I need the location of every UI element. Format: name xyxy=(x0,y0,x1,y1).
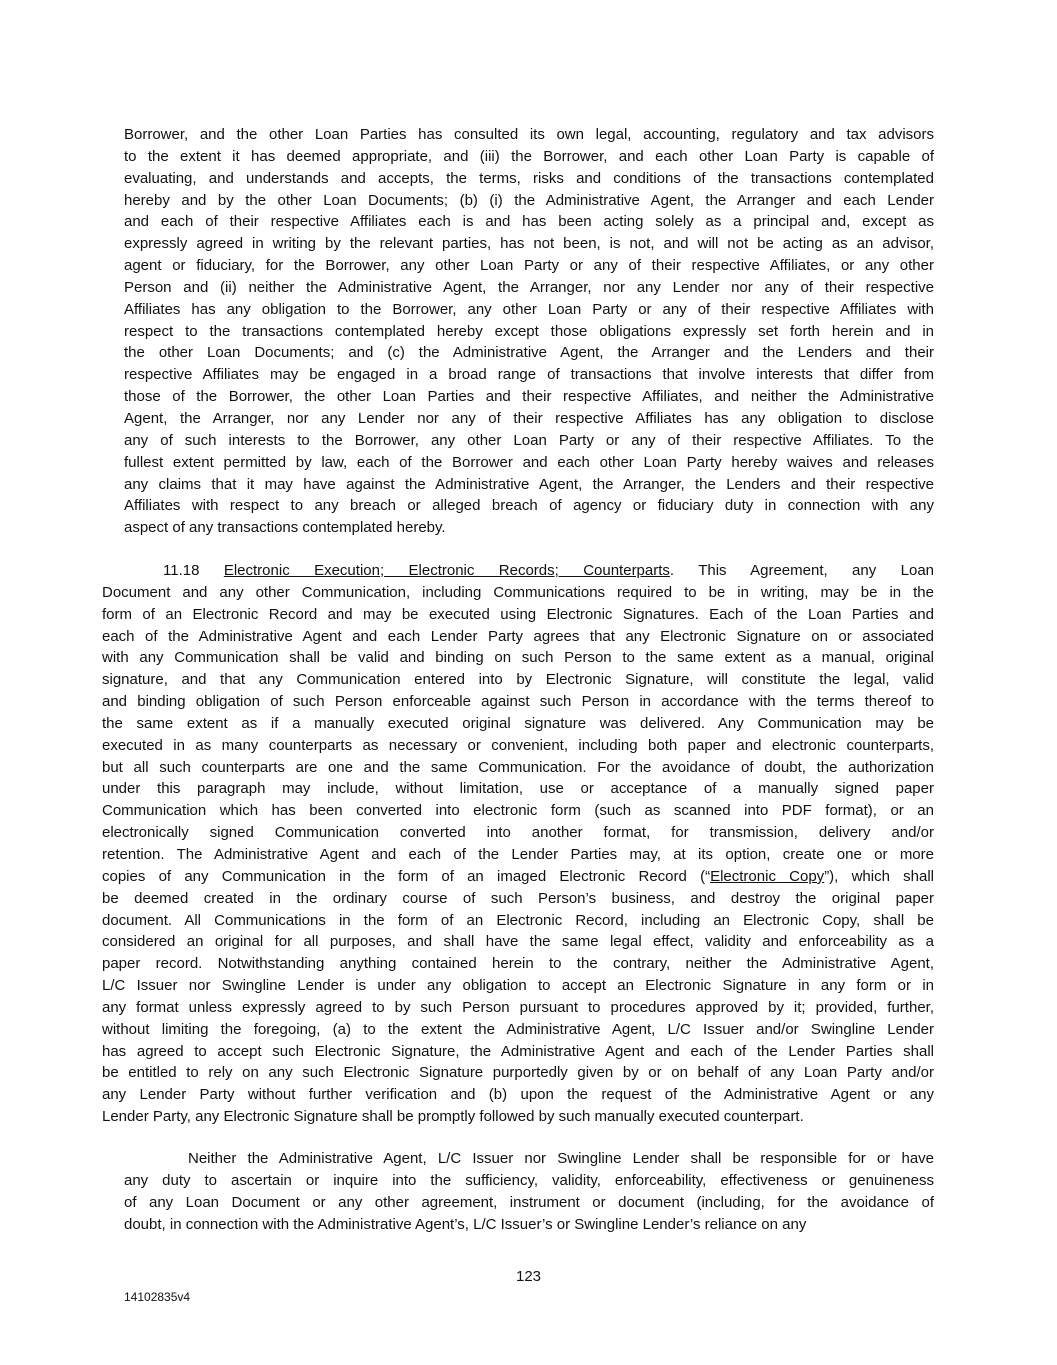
text-line: Agent, the Arranger, nor any Lender nor any of their respective Affiliates has any obligation to disclose xyxy=(124,409,934,427)
text-line: without limiting the foregoing, (a) to the extent the Administrative Agent, L/C Issuer and/or Swingline Lender xyxy=(102,1020,934,1038)
text-segment: 11.18 xyxy=(163,562,224,579)
text-line: Affiliates has any obligation to the Borrower, any other Loan Party or any of their respective Affiliates with xyxy=(124,300,934,318)
text-line: respective Affiliates may be engaged in a broad range of transactions that involve interests that differ from xyxy=(124,366,934,384)
text-line: Person and (ii) neither the Administrative Agent, the Arranger, nor any Lender nor any of their respective xyxy=(124,278,934,296)
text-line: electronically signed Communication converted into another format, for transmission, delivery and/or xyxy=(102,824,934,842)
text-line: signature, and that any Communication entered into by Electronic Signature, will constitute the legal, valid xyxy=(102,671,934,689)
defined-term-underlined: Electronic Copy xyxy=(710,867,825,885)
paragraph-affiliates-disclaimer xyxy=(124,124,934,539)
text-line: any of such interests to the Borrower, any other Loan Party or any of their respective Affiliates. To the xyxy=(124,431,934,449)
text-line: and each of their respective Affiliates each is and has been acting solely as a principal and, except as xyxy=(124,213,934,231)
text-line: considered an original for all purposes, and shall have the same legal effect, validity and enforceability as a xyxy=(102,933,934,951)
section-11-18-electronic-execution xyxy=(102,560,934,1128)
text-line: of any Loan Document or any other agreement, instrument or document (including, for the avoidance of xyxy=(124,1193,934,1211)
page-number: 123 xyxy=(515,1268,542,1285)
text-line: document. All Communications in the form of an Electronic Record, including an Electronic Copy, shall be xyxy=(102,911,934,929)
text-line: hereby and by the other Loan Documents; (b) (i) the Administrative Agent, the Arranger and each Lender xyxy=(124,191,934,209)
text-line: any claims that it may have against the Administrative Agent, the Arranger, the Lenders and their respective xyxy=(124,475,934,493)
text-line: Lender Party, any Electronic Signature shall be promptly followed by such manually executed counterpart. xyxy=(102,1108,804,1126)
text-line: those of the Borrower, the other Loan Parties and their respective Affiliates, and neither the Administrative xyxy=(124,388,934,406)
text-line: with any Communication shall be valid and binding on such Person to the same extent as a manual, original xyxy=(102,649,934,667)
text-line: agent or fiduciary, for the Borrower, any other Loan Party or any of their respective Affiliates, or any other xyxy=(124,257,934,275)
text-line: retention. The Administrative Agent and each of the Lender Parties may, at its option, create one or more xyxy=(102,845,934,863)
text-line: the other Loan Documents; and (c) the Administrative Agent, the Arranger and the Lenders and their xyxy=(124,344,934,362)
text-line: aspect of any transactions contemplated hereby. xyxy=(124,519,446,537)
text-line: any format unless expressly agreed to by such Person pursuant to procedures approved by it; provided, further, xyxy=(102,998,934,1016)
text-line: and binding obligation of such Person enforceable against such Person in accordance with the terms thereof to xyxy=(102,693,934,711)
text-line: Communication which has been converted into electronic form (such as scanned into PDF format), or an xyxy=(102,802,934,820)
text-line xyxy=(102,866,934,888)
text-line: to the extent it has deemed appropriate, and (iii) the Borrower, and each other Loan Party is capable of xyxy=(124,147,934,165)
text-line: any Lender Party without further verification and (b) upon the request of the Administrative Agent or any xyxy=(102,1086,934,1104)
text-line: any duty to ascertain or inquire into the sufficiency, validity, enforceability, effectiveness or genuineness xyxy=(124,1171,934,1189)
text-segment: copies of any Communication in the form of an imaged Electronic Record (“ xyxy=(102,867,711,885)
text-line: has agreed to accept such Electronic Signature, the Administrative Agent and each of the Lender Parties shall xyxy=(102,1042,934,1060)
text-line: Document and any other Communication, including Communications required to be in writing, may be in the xyxy=(102,583,934,601)
text-line: paper record. Notwithstanding anything contained herein to the contrary, neither the Administrative Agent, xyxy=(102,955,934,973)
text-line: Borrower, and the other Loan Parties has consulted its own legal, accounting, regulatory and tax advisors xyxy=(124,126,934,143)
text-line: Neither the Administrative Agent, L/C Issuer nor Swingline Lender shall be responsible for or have xyxy=(188,1150,934,1167)
text-segment: . This Agreement, any Loan xyxy=(669,562,934,579)
text-line: L/C Issuer nor Swingline Lender is under any obligation to accept an Electronic Signature in any form or in xyxy=(102,977,934,995)
document-id: 14102835v4 xyxy=(124,1290,191,1304)
text-line xyxy=(102,560,934,582)
text-line: be entitled to rely on any such Electronic Signature purportedly given by or on behalf of any Loan Party and/or xyxy=(102,1064,934,1082)
paragraph-no-responsibility xyxy=(124,1148,934,1235)
text-line: under this paragraph may include, without limitation, use or acceptance of a manually signed paper xyxy=(102,780,934,798)
text-line: executed in as many counterparts as necessary or convenient, including both paper and electronic counterparts, xyxy=(102,736,934,754)
text-line: be deemed created in the ordinary course of such Person’s business, and destroy the original paper xyxy=(102,889,934,907)
text-line: evaluating, and understands and accepts, the terms, risks and conditions of the transactions contemplated xyxy=(124,169,934,187)
text-line: each of the Administrative Agent and each Lender Party agrees that any Electronic Signature on or associated xyxy=(102,627,934,645)
text-line: but all such counterparts are one and the same Communication. For the avoidance of doubt, the authorization xyxy=(102,758,934,776)
text-line: form of an Electronic Record and may be executed using Electronic Signatures. Each of the Loan Parties and xyxy=(102,605,934,623)
text-line: respect to the transactions contemplated hereby except those obligations expressly set forth herein and in xyxy=(124,322,934,340)
text-line: fullest extent permitted by law, each of the Borrower and each other Loan Party hereby waives and releases xyxy=(124,453,934,471)
text-line: the same extent as if a manually executed original signature was delivered. Any Communication may be xyxy=(102,714,934,732)
text-segment: ”), which shall xyxy=(824,867,934,885)
text-line: expressly agreed in writing by the relevant parties, has not been, is not, and will not be acting as an advisor, xyxy=(124,235,934,253)
text-line: doubt, in connection with the Administrative Agent’s, L/C Issuer’s or Swingline Lender’s reliance on any xyxy=(124,1215,807,1233)
text-line: Affiliates with respect to any breach or alleged breach of agency or fiduciary duty in connection with any xyxy=(124,497,934,515)
defined-term-underlined: Electronic Execution; Electronic Records; Counterparts xyxy=(223,562,670,579)
